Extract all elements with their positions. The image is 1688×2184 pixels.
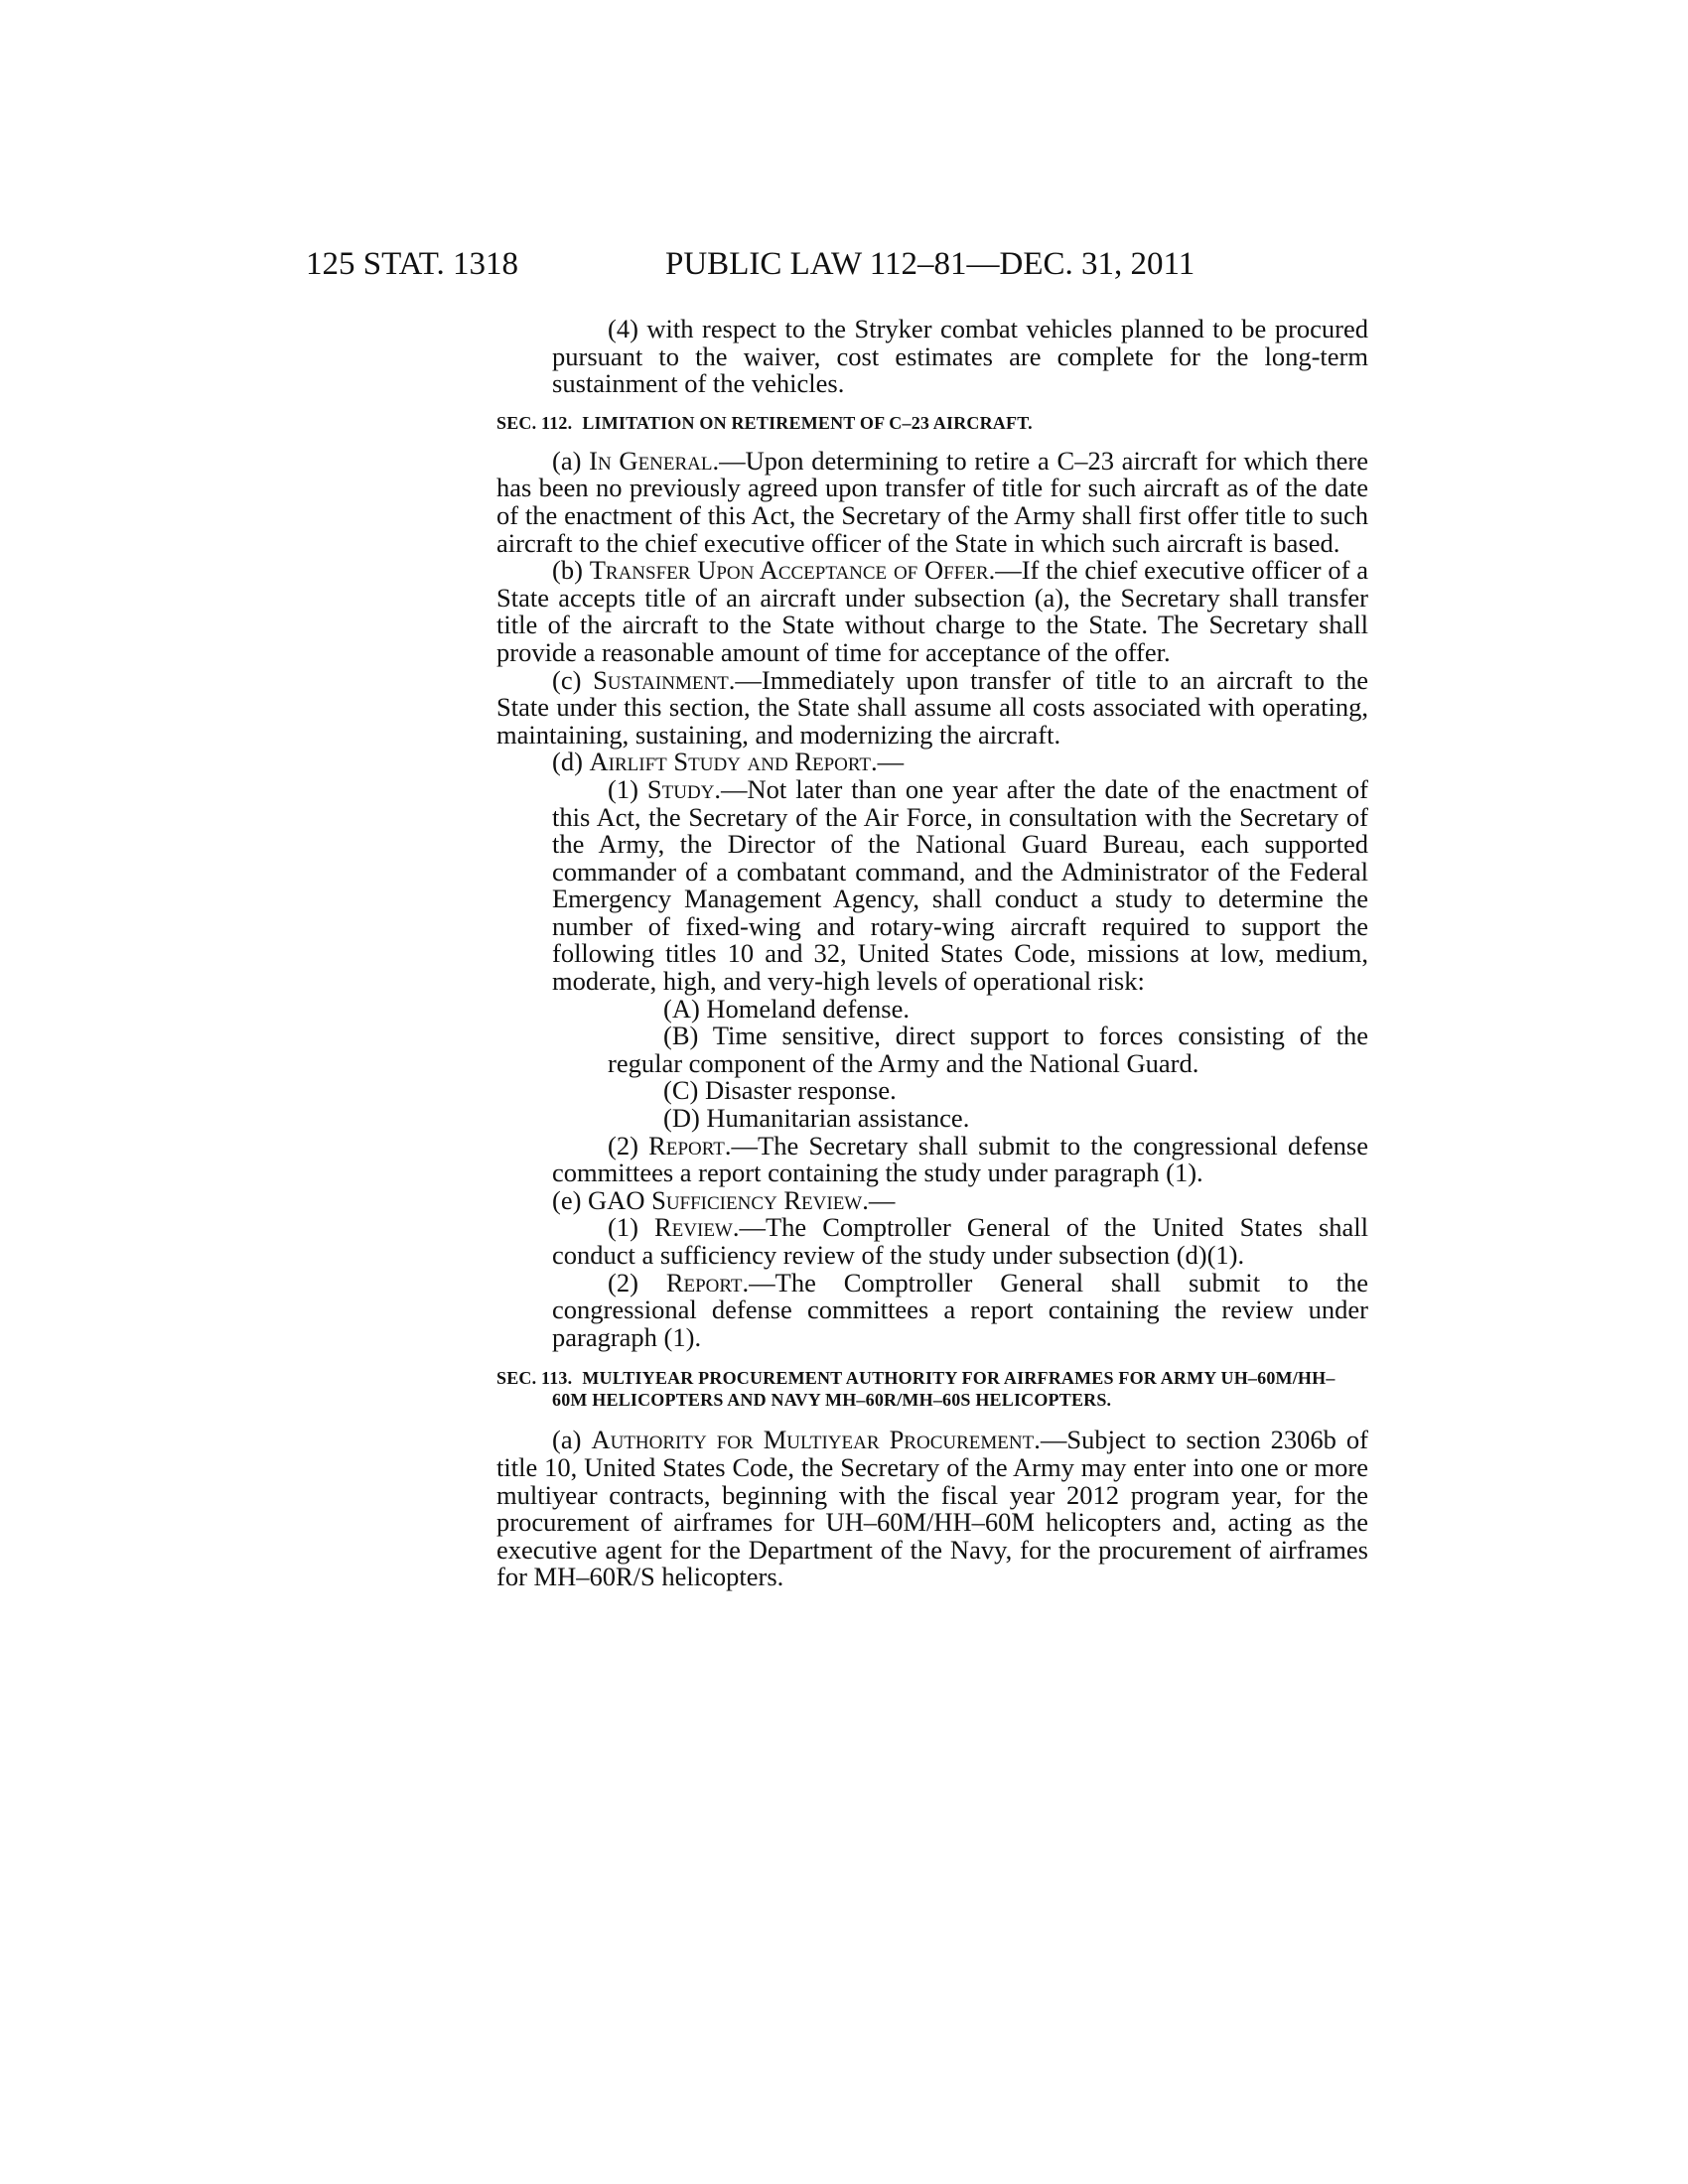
section-title: MULTIYEAR PROCUREMENT AUTHORITY FOR AIRFRAMES FOR ARMY UH–60M/HH–60M HELICOPTERS AND NAVY MH–60R/MH–60S HELICOPTERS.	[552, 1368, 1336, 1411]
subsection-d	[496, 749, 1368, 776]
paragraph-e2	[496, 1267, 1368, 1352]
subsection-text: .—Immediately upon transfer of title to an aircraft to the State under this section, the State shall assume all costs associated with operating, maintaining, sustaining, and modernizing the aircraft.	[496, 664, 1368, 750]
section-number: SEC. 112.	[496, 412, 573, 433]
section-113-heading	[496, 1367, 1368, 1411]
subsection-label: (b)	[552, 555, 590, 586]
document-body	[496, 316, 1368, 1591]
paragraph-text: .—The Comptroller General of the United States shall conduct a sufficiency review of the study under subsection (d)(1).	[552, 1212, 1368, 1270]
subsection-text: .—	[871, 747, 905, 777]
subsection-heading: Transfer Upon Acceptance of Offer	[589, 555, 989, 586]
subsection-113-a	[496, 1427, 1368, 1591]
carryover-paragraph: (4) with respect to the Stryker combat vehicles planned to be procured pursuant to the waiver, cost estimates are complete for the long-term sustainment of the vehicles.	[552, 314, 1368, 399]
subparagraph-A: (A) Homeland defense.	[663, 993, 910, 1024]
paragraph-heading: Report	[648, 1130, 725, 1160]
subparagraph-B: (B) Time sensitive, direct support to forces consisting of the regular component of the Army and the National Guard.	[608, 1021, 1368, 1078]
subsection-a	[496, 445, 1368, 558]
section-title: LIMITATION ON RETIREMENT OF C–23 AIRCRAFT.	[582, 412, 1033, 433]
subparagraph-D: (D) Humanitarian assistance.	[663, 1103, 970, 1134]
subsection-c	[496, 664, 1368, 750]
subsection-label: (a)	[552, 445, 590, 476]
subsection-text: .—Subject to section 2306b of title 10, United States Code, the Secretary of the Army may enter into one or more multiyear contracts, beginning with the fiscal year 2012 program year, for the procurement of airframes for UH–60M/HH–60M helicopters and, acting as the executive agent for the Department of the Navy, for the procurement of airframes for MH–60R/S helicopters.	[496, 1425, 1368, 1592]
subsection-heading: Sustainment	[593, 664, 729, 695]
subsection-label: (a)	[552, 1425, 592, 1455]
running-title: PUBLIC LAW 112–81—DEC. 31, 2011	[665, 246, 1196, 282]
subsection-label: (d)	[552, 747, 590, 777]
section-number: SEC. 113.	[496, 1368, 573, 1389]
subparagraph-C: (C) Disaster response.	[663, 1075, 897, 1106]
paragraph-text: .—Not later than one year after the date of the enactment of this Act, the Secretary of the Air Force, in consultation with the Secretary of the Army, the Director of the National Guard Bureau, each supported commander of a combatant command, and the Administrator of the Federal Emergency Management Agency, shall conduct a study to determine the number of fixed-wing and rotary-wing aircraft required to support the following titles 10 and 32, United States Code, missions at low, medium, moderate, high, and very-high levels of operational risk:	[552, 773, 1368, 997]
paragraph-label: (1)	[608, 1212, 654, 1243]
subsection-heading: Authority for Multiyear Procurement	[591, 1425, 1035, 1455]
subsection-e	[496, 1184, 1368, 1215]
paragraph-heading: Study	[646, 773, 715, 804]
paragraph-text: .—The Secretary shall submit to the congressional defense committees a report containing the study under paragraph (1).	[552, 1130, 1368, 1188]
subsection-text: .—Upon determining to retire a C–23 aircraft for which there has been no previously agreed upon transfer of title for such aircraft as of the date of the enactment of this Act, the Secretary of the Army shall first offer title to such aircraft to the chief executive officer of the State in which such aircraft is based.	[496, 445, 1368, 558]
paragraph-label: (2)	[608, 1130, 649, 1160]
statute-page-number: 125 STAT. 1318	[306, 246, 519, 282]
paragraph-heading: Report	[665, 1267, 743, 1297]
subsection-label: (e)	[552, 1184, 589, 1215]
paragraph-d2	[496, 1130, 1368, 1188]
page-header	[306, 246, 1368, 286]
paragraph-e1	[496, 1214, 1368, 1269]
paragraph-label: (2)	[608, 1267, 666, 1297]
paragraph-label: (1)	[608, 773, 647, 804]
subsection-heading: In General	[589, 445, 713, 476]
paragraph-text: .—The Comptroller General shall submit to the congressional defense committees a report containing the review under paragraph (1).	[552, 1267, 1368, 1352]
subsection-b	[496, 557, 1368, 666]
subsection-heading: Airlift Study and Report	[589, 747, 872, 777]
paragraph-heading: Review	[653, 1212, 733, 1243]
subsection-heading-acronym: GAO	[588, 1184, 652, 1215]
section-112-heading	[496, 412, 1368, 434]
subsection-text: .—	[862, 1184, 896, 1215]
paragraph-d1	[496, 773, 1368, 997]
subsection-heading: Sufficiency Review	[651, 1184, 863, 1215]
subsection-label: (c)	[552, 664, 594, 695]
subsection-text: .—If the chief executive officer of a State accepts title of an aircraft under subsection (a), the Secretary shall transfer title of the aircraft to the State without charge to the State. The Secretary shall provide a reasonable amount of time for acceptance of the offer.	[496, 555, 1369, 667]
